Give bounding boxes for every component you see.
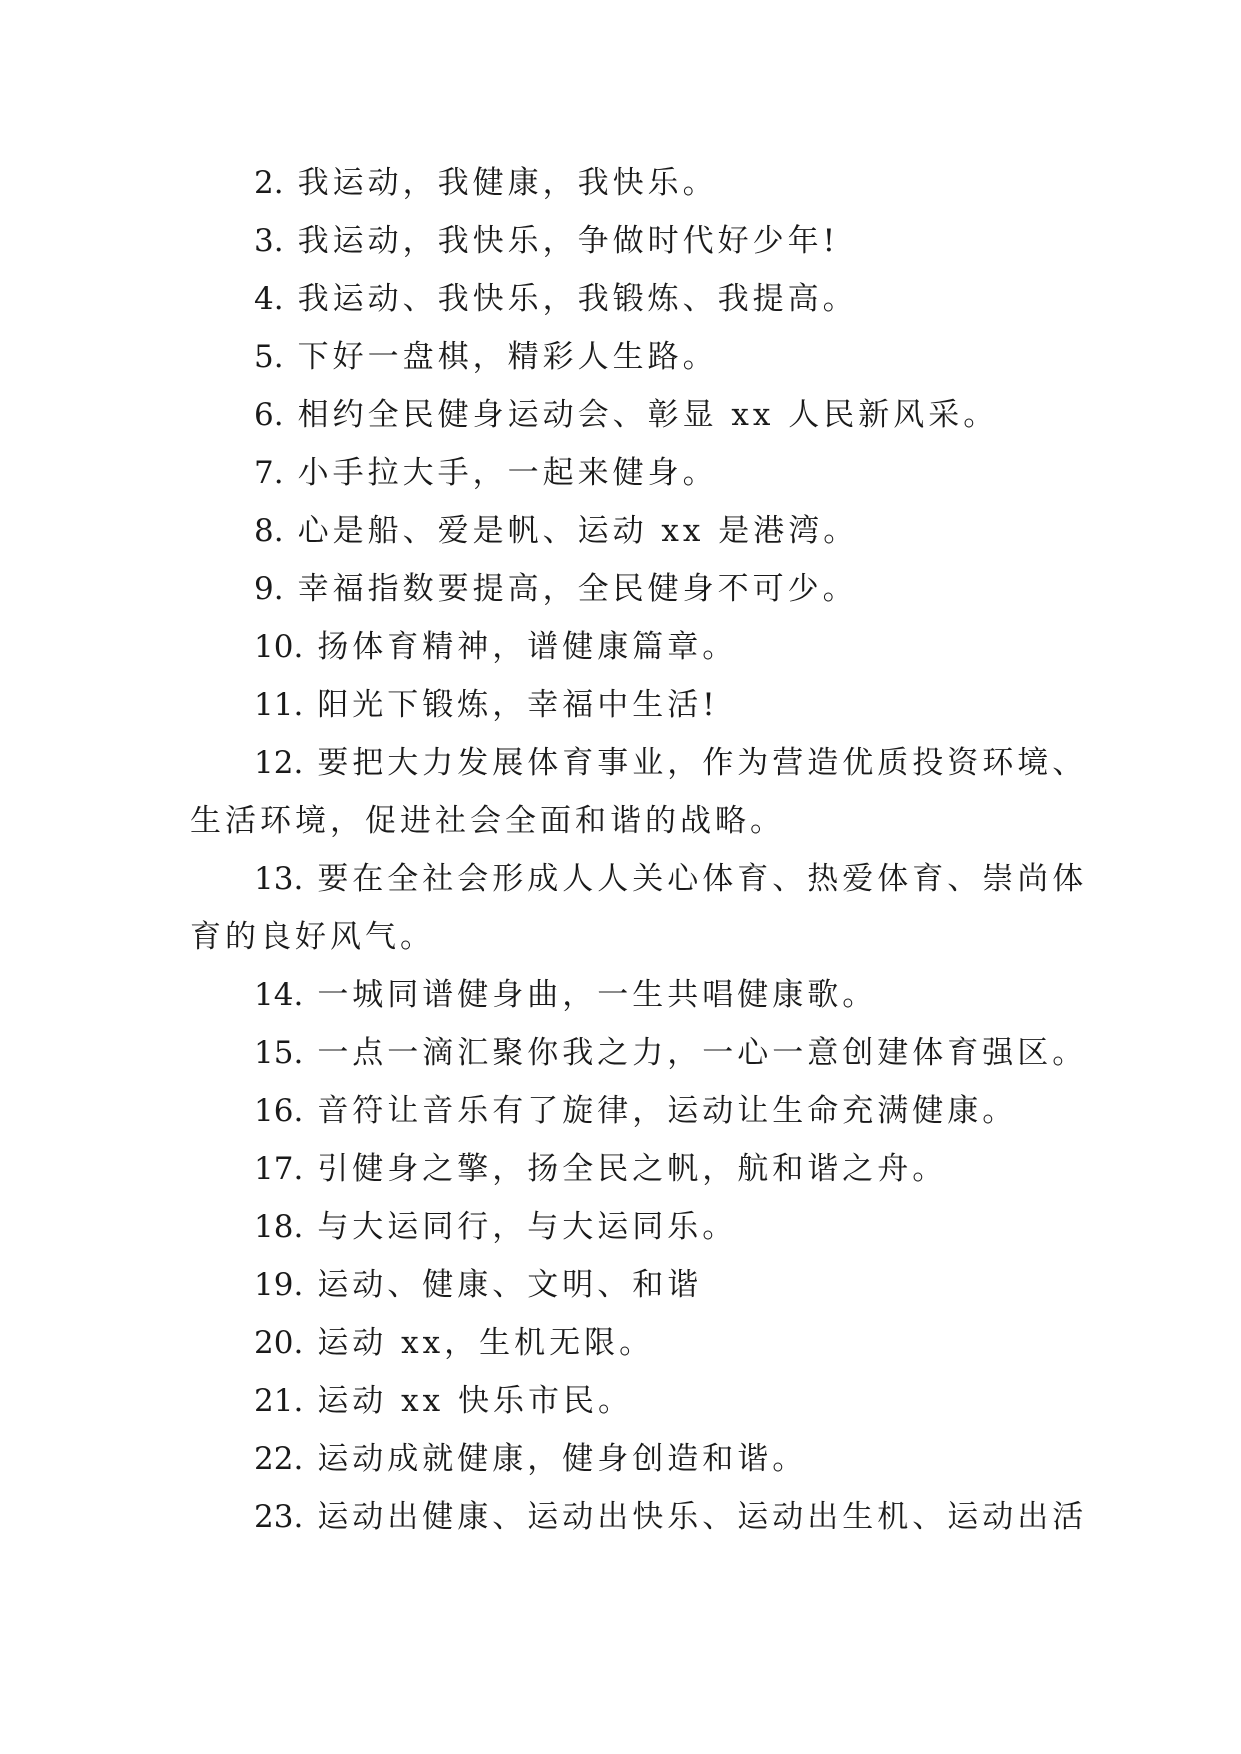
list-item (190, 1314, 1080, 1372)
item-number: 14. (254, 977, 304, 1013)
item-text: 一点一滴汇聚你我之力，一心一意创建体育强区。 (317, 1035, 1088, 1071)
item-text: 扬体育精神，谱健康篇章。 (317, 629, 738, 665)
list-item (190, 1082, 1080, 1140)
list-item (190, 618, 1080, 676)
item-text: 我运动、我快乐，我锻炼、我提高。 (297, 281, 858, 317)
list-item (190, 1140, 1080, 1198)
item-text: 要把大力发展体育事业，作为营造优质投资环境、 (317, 745, 1088, 781)
list-item (190, 444, 1080, 502)
item-text: 音符让音乐有了旋律，运动让生命充满健康。 (317, 1093, 1018, 1129)
list-item (190, 1430, 1080, 1488)
item-number: 17. (254, 1151, 304, 1187)
item-number: 5. (254, 339, 284, 375)
item-number: 16. (254, 1093, 304, 1129)
item-number: 22. (254, 1441, 304, 1477)
list-item (190, 386, 1080, 444)
item-text: 运动 xx 快乐市民。 (317, 1383, 633, 1419)
item-text: 引健身之擎，扬全民之帆，航和谐之舟。 (317, 1151, 948, 1187)
item-number: 18. (254, 1209, 304, 1245)
list-item (190, 1256, 1080, 1314)
item-number: 15. (254, 1035, 304, 1071)
item-text: 运动成就健康，健身创造和谐。 (317, 1441, 808, 1477)
item-number: 8. (254, 513, 284, 549)
item-number: 11. (254, 687, 304, 723)
item-number: 9. (254, 571, 284, 607)
list-item (190, 1488, 1088, 1546)
item-text: 与大运同行，与大运同乐。 (317, 1209, 738, 1245)
item-text: 一城同谱健身曲，一生共唱健康歌。 (317, 977, 878, 1013)
item-number: 20. (254, 1325, 304, 1361)
list-item-continuation: 育的良好风气。 (190, 919, 435, 955)
item-text: 阳光下锻炼，幸福中生活! (317, 687, 719, 723)
list-item-continuation: 生活环境，促进社会全面和谐的战略。 (190, 803, 785, 839)
item-text: 小手拉大手，一起来健身。 (297, 455, 718, 491)
item-number: 4. (254, 281, 284, 317)
item-text: 运动出健康、运动出快乐、运动出生机、运动出活 (317, 1499, 1088, 1535)
item-text: 我运动，我健康，我快乐。 (297, 165, 718, 201)
list-item (190, 270, 1080, 328)
item-number: 10. (254, 629, 304, 665)
list-item (190, 734, 1088, 792)
item-number: 13. (254, 861, 304, 897)
item-text: 相约全民健身运动会、彰显 xx 人民新风采。 (297, 397, 999, 433)
list-item (190, 502, 1080, 560)
list-item (190, 1198, 1080, 1256)
item-number: 21. (254, 1383, 304, 1419)
list-item (190, 676, 1080, 734)
list-item (190, 212, 1080, 270)
list-item (190, 966, 1080, 1024)
list-item (190, 560, 1080, 618)
item-text: 我运动，我快乐，争做时代好少年! (297, 223, 840, 259)
list-item (190, 328, 1080, 386)
item-number: 6. (254, 397, 284, 433)
item-text: 运动 xx，生机无限。 (317, 1325, 655, 1361)
item-text: 运动、健康、文明、和谐 (317, 1267, 703, 1303)
list-item (190, 1372, 1080, 1430)
list-item (190, 154, 1080, 212)
item-number: 3. (254, 223, 284, 259)
item-number: 19. (254, 1267, 304, 1303)
list-item (190, 1024, 1088, 1082)
list-item (190, 850, 1088, 908)
item-text: 要在全社会形成人人关心体育、热爱体育、崇尚体 (317, 861, 1088, 897)
slogan-list (190, 154, 1088, 1546)
item-text: 下好一盘棋，精彩人生路。 (297, 339, 718, 375)
item-text: 幸福指数要提高，全民健身不可少。 (297, 571, 858, 607)
item-number: 12. (254, 745, 304, 781)
item-text: 心是船、爱是帆、运动 xx 是港湾。 (297, 513, 859, 549)
item-number: 23. (254, 1499, 304, 1535)
item-number: 7. (254, 455, 284, 491)
item-number: 2. (254, 165, 284, 201)
